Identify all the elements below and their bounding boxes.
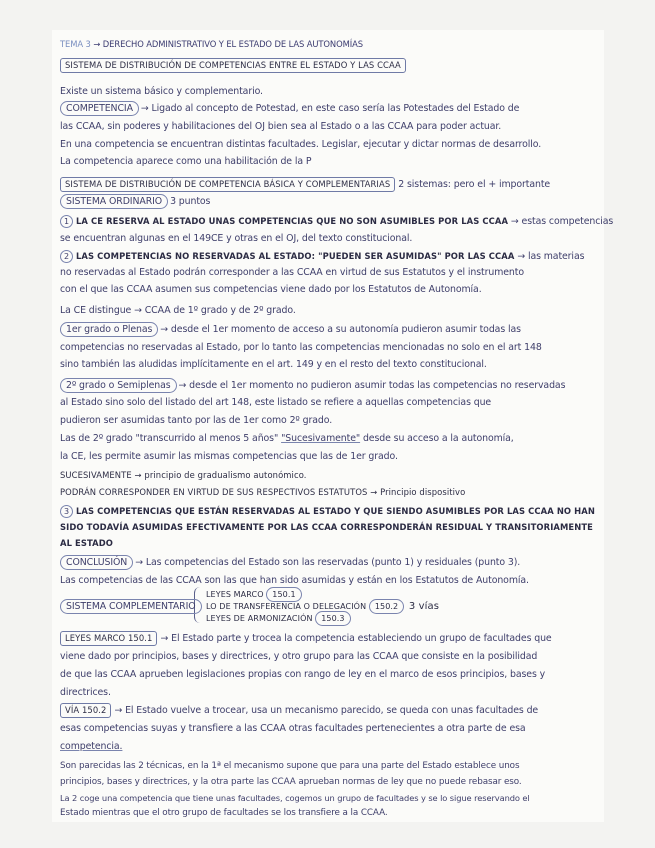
note-line: directrices. [60, 687, 111, 698]
note-text: LO DE TRANSFERENCIA O DELEGACIÓN [206, 602, 367, 611]
note-line: de que las CCAA aprueben legislaciones propias con rango de ley en el marco de esos principios, bases y [60, 669, 546, 680]
article-ref: 150.1 [266, 587, 301, 602]
note-text: LEYES DE ARMONIZACIÓN [206, 614, 313, 623]
note-text: → desde el 1er momento no pudieron asumir todas las competencias no reservadas [178, 380, 566, 391]
note-line: no reservadas al Estado podrán corresponder a las CCAA en virtud de sus Estatutos y el instrumento [60, 267, 524, 278]
note-line: La competencia aparece como una habilitación de la P [60, 156, 312, 167]
term-label: LEYES MARCO 150.1 [60, 631, 157, 646]
term-label: 2º grado o Semiplenas [60, 378, 177, 393]
note-line [60, 177, 590, 193]
point-number: 2 [60, 250, 73, 263]
note-line [60, 631, 590, 647]
article-ref: 150.2 [369, 599, 404, 614]
note-line: La CE distingue → CCAA de 1º grado y de 2º grado. [60, 305, 296, 316]
underlined-term: "Sucesivamente" [281, 433, 361, 444]
note-line: SUCESIVAMENTE → principio de gradualismo autonómico. [60, 470, 307, 480]
note-line: al Estado sino solo del listado del art 148, este listado se refiere a aquellas competencias que [60, 397, 492, 408]
note-line: La 2 coge una competencia que tiene unas facultades, cogemos un grupo de facultades y se lo sigue reservando el [60, 793, 530, 803]
note-text: LEYES MARCO [206, 590, 264, 599]
note-line: sino también las aludidas implícitamente en el art. 149 y en el resto del texto constitucional. [60, 359, 487, 370]
note-line [60, 194, 590, 210]
note-line: SIDO TODAVÍA ASUMIDAS EFECTIVAMENTE POR LAS CCAA CORRESPONDERÁN RESIDUAL Y TRANSITORIAMENTE [60, 522, 593, 532]
note-text: 3 puntos [170, 196, 211, 207]
note-line: principios, bases y directrices, y la otra parte las CCAA aprueban normas de ley que no puede rebasar eso. [60, 777, 522, 787]
section-title: SISTEMA DE DISTRIBUCIÓN DE COMPETENCIA BÁSICA Y COMPLEMENTARIAS [60, 177, 395, 192]
note-line: pudieron ser asumidas tanto por las de 1er como 2º grado. [60, 415, 333, 426]
note-line [60, 431, 590, 447]
term-label: COMPETENCIA [60, 101, 139, 116]
note-line [60, 703, 590, 719]
note-text: → Las competencias del Estado son las reservadas (punto 1) y residuales (punto 3). [135, 557, 521, 568]
note-line [60, 555, 590, 571]
topic-number: TEMA 3 [60, 39, 91, 49]
point-title: LAS COMPETENCIAS NO RESERVADAS AL ESTADO: "PUEDEN SER ASUMIDAS" POR LAS CCAA [76, 251, 515, 261]
note-line [60, 101, 590, 117]
note-line [206, 611, 586, 624]
note-text: → El Estado parte y trocea la competencia estableciendo un grupo de facultades que [160, 633, 552, 644]
point-number: 1 [60, 215, 73, 228]
term-label: SISTEMA COMPLEMENTARIO [60, 599, 202, 614]
note-line [60, 213, 614, 229]
note-text: desde su acceso a la autonomía, [360, 433, 514, 444]
note-line: Son parecidas las 2 técnicas, en la 1ª el mecanismo supone que para una parte del Estado establece unos [60, 761, 520, 771]
note-line: viene dado por principios, bases y directrices, y otro grupo para las CCAA que consiste en la posibilidad [60, 651, 538, 662]
note-line [60, 248, 590, 264]
note-line: Estado mientras que el otro grupo de facultades se los transfiere a la CCAA. [60, 808, 388, 818]
section-heading [60, 58, 590, 74]
note-text: → Ligado al concepto de Potestad, en este caso sería las Potestades del Estado de [140, 103, 520, 114]
note-line: esas competencias suyas y transfiere a las CCAA otras facultades pertenecientes a otra parte de esa [60, 723, 526, 734]
note-line: En una competencia se encuentran distintas facultades. Legislar, ejecutar y dictar normas de desarrollo. [60, 139, 542, 150]
note-line: competencia. [60, 741, 123, 752]
note-line: competencias no reservadas al Estado, por lo tanto las competencias mencionadas no solo en el art 148 [60, 342, 542, 353]
note-line: Existe un sistema básico y complementario. [60, 86, 263, 97]
note-line: PODRÁN CORRESPONDER EN VIRTUD DE SUS RESPECTIVOS ESTATUTOS → Principio dispositivo [60, 487, 466, 497]
note-line: Las competencias de las CCAA son las que han sido asumidas y están en los Estatutos de Autonomía. [60, 575, 529, 586]
note-line [60, 322, 590, 338]
term-label: 1er grado o Plenas [60, 322, 158, 337]
section-title: SISTEMA DE DISTRIBUCIÓN DE COMPETENCIAS ENTRE EL ESTADO Y LAS CCAA [60, 58, 406, 73]
note-text: 3 vías [408, 601, 440, 612]
article-ref: 150.3 [315, 611, 350, 626]
note-text: 2 sistemas: pero el + importante [398, 179, 551, 190]
topic-title: → DERECHO ADMINISTRATIVO Y EL ESTADO DE LAS AUTONOMÍAS [93, 39, 363, 49]
note-text: → desde el 1er momento de acceso a su autonomía pudieron asumir todas las [160, 324, 521, 335]
note-line: las CCAA, sin poderes y habilitaciones del OJ bien sea al Estado o a las CCAA para poder actuar. [60, 121, 502, 132]
note-line: se encuentran algunas en el 149CE y otras en el OJ, del texto constitucional. [60, 233, 413, 244]
point-number: 3 [60, 505, 73, 518]
note-line [60, 503, 595, 519]
note-line [60, 378, 590, 394]
term-label: VÍA 150.2 [60, 703, 111, 718]
note-line: AL ESTADO [60, 538, 114, 548]
note-text: Las de 2º grado "transcurrido al menos 5 años" [60, 433, 282, 444]
note-text: → estas competencias [510, 216, 614, 227]
point-title: LA CE RESERVA AL ESTADO UNAS COMPETENCIAS QUE NO SON ASUMIBLES POR LAS CCAA [76, 216, 509, 226]
term-label: SISTEMA ORDINARIO [60, 194, 168, 209]
point-title: LAS COMPETENCIAS QUE ESTÁN RESERVADAS AL ESTADO Y QUE SIENDO ASUMIBLES POR LAS CCAA NO HAN [76, 506, 595, 516]
note-line: con el que las CCAA asumen sus competencias viene dado por los Estatutos de Autonomía. [60, 284, 482, 295]
note-text: → las materias [517, 251, 585, 262]
page-heading [60, 36, 590, 52]
note-line: la CE, les permite asumir las mismas competencias que las de 1er grado. [60, 451, 398, 462]
term-label: CONCLUSIÓN [60, 555, 133, 570]
note-text: → El Estado vuelve a trocear, usa un mecanismo parecido, se queda con unas facultades de [114, 705, 539, 716]
